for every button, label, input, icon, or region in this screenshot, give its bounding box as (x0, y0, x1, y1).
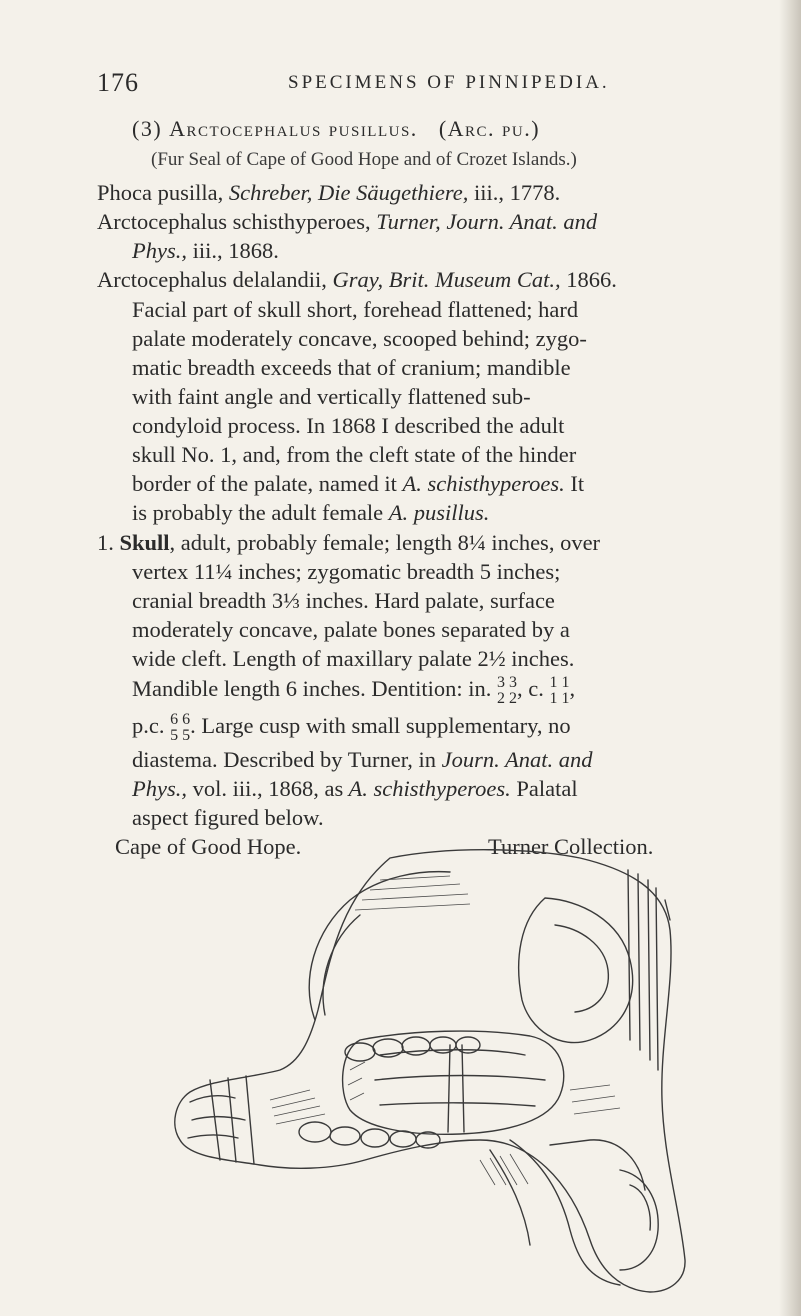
desc-italic: A. pusillus. (388, 500, 490, 525)
frac-top: 6 6 (170, 711, 191, 728)
specimen-locality: Cape of Good Hope. (115, 834, 302, 859)
orbit-region (519, 898, 633, 1043)
specimen-italic: Journ. Anat. and (436, 747, 593, 772)
common-name: (Fur Seal of Cape of Good Hope and of Crozet Islands.) (151, 149, 577, 170)
dentition-canines (549, 675, 569, 707)
specimen-line-8 (132, 747, 593, 773)
dentition-pc-label: p.c. (132, 713, 165, 739)
specimen-text: . Large cusp with small supplementary, no (190, 713, 571, 739)
synonym-3 (97, 267, 617, 293)
synonym-author: Schreber, Die Säugethiere, (228, 180, 469, 205)
specimen-text: vol. iii., 1868, as (187, 776, 344, 801)
specimen-line-10: aspect figured below. (132, 805, 324, 830)
specimen-number: 1. (97, 530, 114, 555)
synonym-2-cont (132, 238, 279, 264)
desc-line-4: with faint angle and vertically flattened sub- (132, 384, 531, 409)
synonym-name: Arctocephalus delalandii, (97, 267, 333, 292)
frac-bottom: 2 2 (496, 690, 517, 707)
specimen-line-4: moderately concave, palate bones separated by a (132, 617, 570, 642)
specimen-line-1 (97, 530, 600, 556)
page-number: 176 (97, 68, 139, 97)
synonym-ref: iii., 1778. (468, 180, 561, 205)
dentition-premolars (170, 712, 190, 744)
skull-palatal-illustration (150, 840, 710, 1300)
specimen-text: diastema. Described by Turner, in (132, 747, 437, 772)
synonym-author: Turner, Journ. Anat. and (376, 209, 598, 234)
desc-line-1: Facial part of skull short, forehead flattened; hard (132, 297, 579, 322)
specimen-italic: A. schisthyperoes. (343, 776, 511, 801)
specimen-italic: Phys., (132, 776, 187, 801)
page-edge-shadow (779, 0, 801, 1316)
species-number: (3) (132, 116, 170, 141)
synonym-2 (97, 209, 597, 235)
frac-bottom: 1 1 (549, 690, 570, 707)
synonym-1 (97, 180, 560, 206)
zygomatic-arch (309, 872, 450, 1020)
species-genus: Arctocephalus (169, 116, 322, 141)
tooth-row-upper (345, 1037, 480, 1061)
species-abbrev: (Arc. pu.) (438, 116, 541, 141)
frac-bottom: 5 5 (170, 727, 191, 744)
desc-line-5: condyloid process. In 1868 I described the adult (132, 413, 565, 438)
basicranium (510, 1140, 620, 1285)
desc-text: is probably the adult female (132, 500, 384, 525)
specimen-line-7 (132, 712, 571, 744)
running-title: SPECIMENS OF PINNIPEDIA. (288, 72, 610, 93)
specimen-text: Mandible length 6 inches. Dentition: in. (132, 676, 492, 702)
palatal-cleft (448, 1045, 464, 1132)
tooth-row-lower (299, 1122, 440, 1148)
desc-line-7 (132, 471, 584, 497)
engraving-hatching (270, 876, 620, 1185)
species-name: pusillus. (321, 116, 418, 141)
desc-line-6: skull No. 1, and, from the cleft state of the hinder (132, 442, 577, 467)
desc-text: It (564, 471, 585, 496)
desc-line-3: matic breadth exceeds that of cranium; mandible (132, 355, 571, 380)
specimen-line-2: vertex 11¼ inches; zygomatic breadth 5 inches; (132, 559, 561, 584)
dentition-incisors (497, 675, 517, 707)
desc-line-2: palate moderately concave, scooped behind; zygo- (132, 326, 587, 351)
species-title (132, 116, 540, 142)
synonym-name: Arctocephalus schisthyperoes, (97, 209, 377, 234)
frac-top: 1 1 (549, 674, 570, 691)
specimen-line-3: cranial breadth 3⅓ inches. Hard palate, surface (132, 588, 555, 613)
specimen-collection: Turner Collection. (488, 834, 654, 859)
dentition-c-label: , c. (516, 676, 544, 702)
synonym-ref: 1866. (560, 267, 617, 292)
desc-italic: A. schisthyperoes. (402, 471, 565, 496)
synonym-ref: iii., 1868. (187, 238, 279, 263)
skull-outline (175, 850, 685, 1292)
synonym-author: Phys., (132, 238, 187, 263)
specimen-line-5: wide cleft. Length of maxillary palate 2½ inches. (132, 646, 575, 671)
specimen-line-6: Mandible length 6 inches. Dentition: in. 3 3 2 2 , c. 1 1 1 1 , (132, 674, 576, 707)
specimen-text: Palatal (510, 776, 578, 801)
specimen-label: Skull (119, 530, 170, 555)
hard-palate (343, 1031, 564, 1134)
specimen-line-9 (132, 776, 578, 802)
desc-text: border of the palate, named it (132, 471, 397, 496)
synonym-author: Gray, Brit. Museum Cat., (332, 267, 561, 292)
synonym-name: Phoca pusilla, (97, 180, 229, 205)
desc-line-8 (132, 500, 489, 526)
specimen-text: , adult, probably female; length 8¼ inches, over (169, 530, 601, 555)
frac-top: 3 3 (496, 674, 517, 691)
auditory-bulla (620, 1170, 658, 1270)
